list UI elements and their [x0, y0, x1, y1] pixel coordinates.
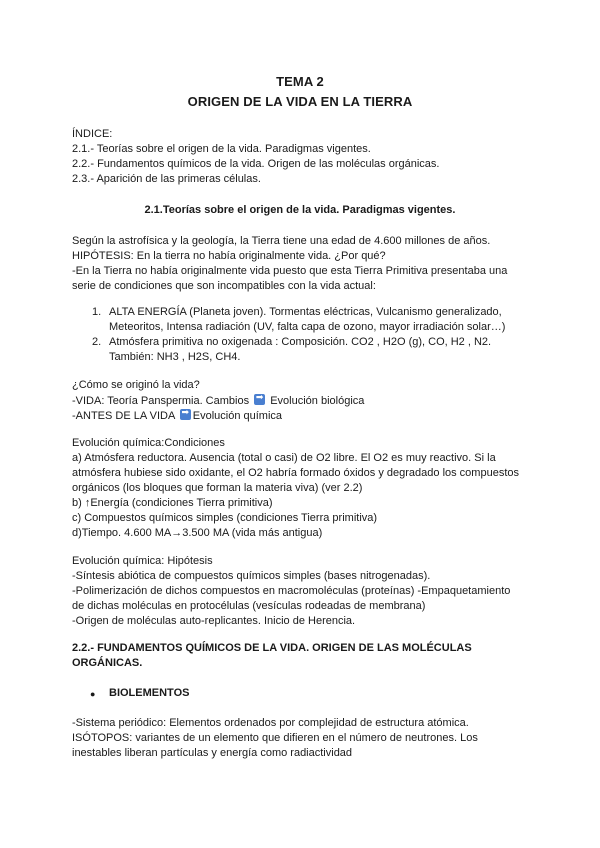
index-heading: ÍNDICE:	[72, 128, 113, 140]
paragraph-line: d)Tiempo. 4.600 MA→3.500 MA (vida más antigua)	[72, 527, 323, 539]
section-heading-2-1: 2.1.Teorías sobre el origen de la vida. Paradigmas vigentes.	[144, 204, 456, 216]
paragraph-line: c) Compuestos químicos simples (condiciones Tierra primitiva)	[72, 512, 378, 524]
paragraph-line: HIPÓTESIS: En la tierra no había originalmente vida. ¿Por qué?	[72, 250, 386, 262]
paragraph-line: atmósfera hubiese sido oxidante, el O2 habría formado óxidos y degradado los compuestos	[72, 467, 519, 479]
paragraph-line: -Origen de moléculas auto-replicantes. Inicio de Herencia.	[72, 615, 356, 627]
paragraph-line: de dichas moléculas en protocélulas (vesículas rodeadas de membrana)	[72, 600, 426, 612]
paragraph-line: a) Atmósfera reductora. Ausencia (total o casi) de O2 libre. El O2 es muy reactivo. Si la	[72, 452, 496, 464]
origin-line-before-post: Evolución química	[192, 410, 283, 422]
origin-line-life-pre: -VIDA: Teoría Panspermia. Cambios	[72, 395, 250, 407]
paragraph-line: Según la astrofísica y la geología, la Tierra tiene una edad de 4.600 millones de años.	[72, 235, 491, 247]
paragraph-line: ISÓTOPOS: variantes de un elemento que difieren en el número de neutrones. Los	[72, 732, 478, 744]
list-item-line: ALTA ENERGÍA (Planeta joven). Tormentas eléctricas, Vulcanismo generalizado,	[109, 306, 502, 318]
paragraph-line: -Sistema periódico: Elementos ordenados por complejidad de estructura atómica.	[72, 717, 469, 729]
origin-line-life	[72, 394, 364, 408]
bullet-label: BIOLEMENTOS	[109, 687, 190, 699]
list-item-line: También: NH3 , H2S, CH4.	[109, 351, 241, 363]
origin-question: ¿Cómo se originó la vida?	[72, 379, 200, 391]
conditions-heading: Evolución química:Condiciones	[72, 437, 225, 449]
list-number: 2.	[92, 336, 102, 348]
section-heading-2-2: 2.2.- FUNDAMENTOS QUÍMICOS DE LA VIDA. ORIGEN DE LAS MOLÉCULAS	[72, 642, 472, 654]
paragraph-line: -Polimerización de dichos compuestos en macromoléculas (proteínas) -Empaquetamiento	[72, 585, 511, 597]
index-item: 2.3.- Aparición de las primeras células.	[72, 173, 261, 185]
paragraph-line: -En la Tierra no había originalmente vida puesto que esta Tierra Primitiva presentaba una	[72, 265, 508, 277]
paragraph-line: orgánicos (los bloques que forman la materia viva) (ver 2.2)	[72, 482, 363, 494]
right-arrow-icon	[180, 409, 191, 420]
index-item: 2.1.- Teorías sobre el origen de la vida. Paradigmas vigentes.	[72, 143, 371, 155]
section-heading-2-2-cont: ORGÁNICAS.	[72, 657, 143, 669]
origin-line-life-post: Evolución biológica	[270, 395, 365, 407]
hypothesis-heading: Evolución química: Hipótesis	[72, 555, 213, 567]
bullet-icon: ●	[90, 689, 96, 699]
document-subtitle: ORIGEN DE LA VIDA EN LA TIERRA	[187, 94, 413, 109]
document-title: TEMA 2	[276, 74, 324, 89]
paragraph-line: serie de condiciones que son incompatibles con la vida actual:	[72, 280, 376, 292]
paragraph-line: inestables liberan partículas y energía como radiactividad	[72, 747, 353, 759]
origin-line-before-pre: -ANTES DE LA VIDA	[72, 410, 175, 422]
index-item: 2.2.- Fundamentos químicos de la vida. Origen de las moléculas orgánicas.	[72, 158, 440, 170]
paragraph-line: b) ↑Energía (condiciones Tierra primitiva)	[72, 497, 273, 509]
list-number: 1.	[92, 306, 102, 318]
origin-line-before-life	[72, 409, 282, 423]
right-arrow-icon	[254, 394, 265, 405]
list-item-line: Meteoritos, Intensa radiación (UV, falta capa de ozono, mayor irradiación solar…)	[109, 321, 506, 333]
paragraph-line: -Síntesis abiótica de compuestos químicos simples (bases nitrogenadas).	[72, 570, 431, 582]
list-item-line: Atmósfera primitiva no oxigenada : Composición. CO2 , H2O (g), CO, H2 , N2.	[109, 336, 492, 348]
